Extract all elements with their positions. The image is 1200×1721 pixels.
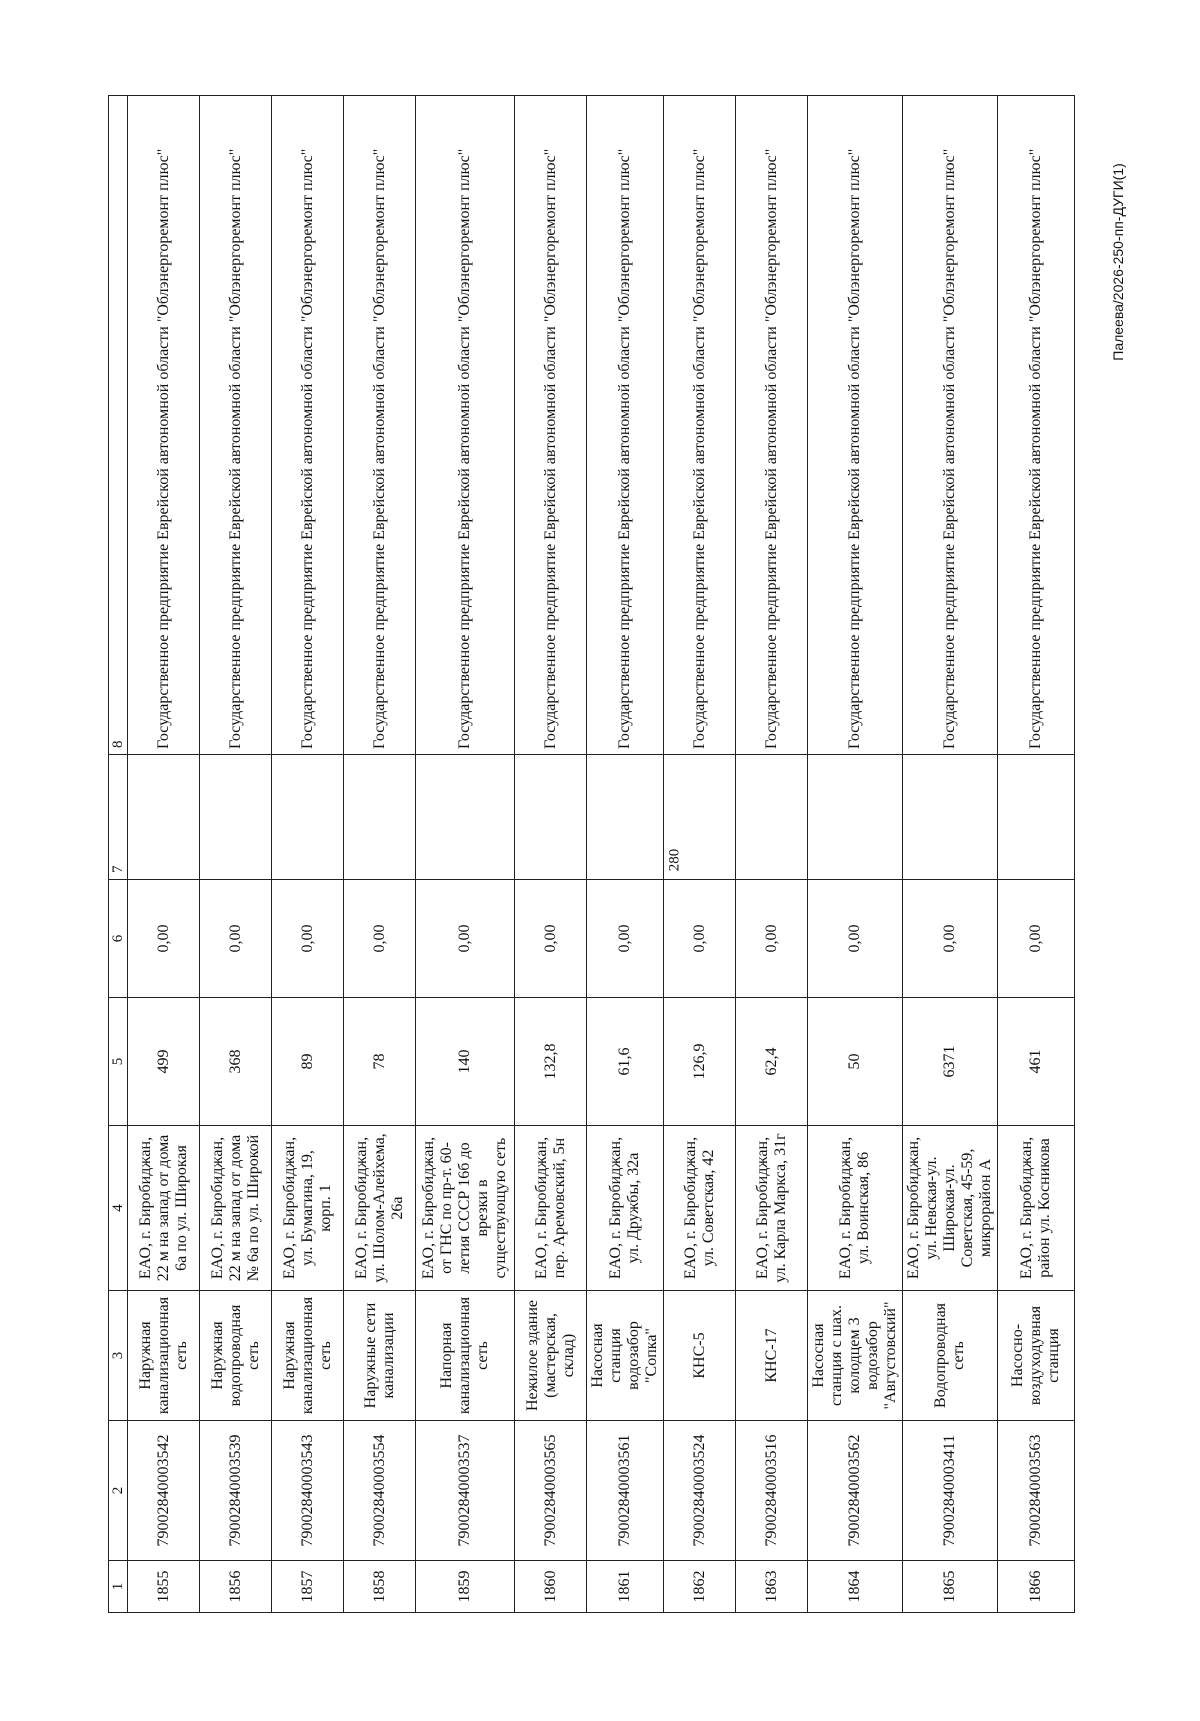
- column-7-value: [515, 755, 587, 880]
- column-7-value: [903, 755, 998, 880]
- object-address: ЕАО, г. Биробиджан, ул. Бумагина, 19, корп. 1: [272, 1126, 344, 1291]
- cadastral-number: 79002840003554: [344, 1421, 416, 1561]
- object-area: 50: [808, 998, 903, 1126]
- object-name: Наружная водопроводная сеть: [200, 1291, 272, 1421]
- object-address: ЕАО, г. Биробиджан, 22 м на запад от дома № 6а по ул. Широкой: [200, 1126, 272, 1291]
- object-value: 0,00: [808, 880, 903, 998]
- column-7-value: [808, 755, 903, 880]
- cadastral-number: 79002840003563: [998, 1421, 1075, 1561]
- rights-holder: Государственное предприятие Еврейской автономной области "Облэнергоремонт плюс": [998, 96, 1075, 755]
- rights-holder: Государственное предприятие Еврейской автономной области "Облэнергоремонт плюс": [808, 96, 903, 755]
- object-value: 0,00: [344, 880, 416, 998]
- rights-holder: Государственное предприятие Еврейской автономной области "Облэнергоремонт плюс": [903, 96, 998, 755]
- column-number: 1: [109, 1561, 128, 1613]
- object-address: ЕАО, г. Биробиджан, ул. Карла Маркса, 31г: [736, 1126, 808, 1291]
- column-number: 3: [109, 1291, 128, 1421]
- rights-holder: Государственное предприятие Еврейской автономной области "Облэнергоремонт плюс": [128, 96, 200, 755]
- object-address: ЕАО, г. Биробиджан, пер. Аремовский, 5н: [515, 1126, 587, 1291]
- column-7-value: [736, 755, 808, 880]
- cadastral-number: 79002840003516: [736, 1421, 808, 1561]
- cadastral-number: 79002840003537: [416, 1421, 515, 1561]
- column-7-value: [416, 755, 515, 880]
- object-value: 0,00: [587, 880, 664, 998]
- object-name: КНС-5: [664, 1291, 736, 1421]
- column-7-value: [344, 755, 416, 880]
- object-area: 368: [200, 998, 272, 1126]
- cadastral-number: 79002840003542: [128, 1421, 200, 1561]
- registry-table: [108, 95, 1075, 1613]
- column-number: 7: [109, 755, 128, 880]
- object-value: 0,00: [128, 880, 200, 998]
- column-number-row: [109, 96, 128, 1613]
- object-name: Насосная станция с шах. колодцем 3 водозабор "Августовский": [808, 1291, 903, 1421]
- object-area: 132,8: [515, 998, 587, 1126]
- object-address: ЕАО, г. Биробиджан, ул. Шолом-Алейхема, 26а: [344, 1126, 416, 1291]
- object-name: Наружные сети канализации: [344, 1291, 416, 1421]
- rights-holder: Государственное предприятие Еврейской автономной области "Облэнергоремонт плюс": [736, 96, 808, 755]
- row-number: 1856: [200, 1561, 272, 1613]
- table-body: [128, 96, 1075, 1613]
- rights-holder: Государственное предприятие Еврейской автономной области "Облэнергоремонт плюс": [344, 96, 416, 755]
- table-row: [808, 96, 903, 1613]
- cadastral-number: 79002840003411: [903, 1421, 998, 1561]
- column-7-value: [998, 755, 1075, 880]
- row-number: 1858: [344, 1561, 416, 1613]
- object-address: ЕАО, г. Биробиджан, ул. Советская, 42: [664, 1126, 736, 1291]
- column-number: 6: [109, 880, 128, 998]
- cadastral-number: 79002840003539: [200, 1421, 272, 1561]
- rights-holder: Государственное предприятие Еврейской автономной области "Облэнергоремонт плюс": [587, 96, 664, 755]
- object-address: ЕАО, г. Биробиджан, 22 м на запад от дома 6а по ул. Широкая: [128, 1126, 200, 1291]
- object-area: 6371: [903, 998, 998, 1126]
- object-value: 0,00: [416, 880, 515, 998]
- column-7-value: [200, 755, 272, 880]
- object-value: 0,00: [736, 880, 808, 998]
- row-number: 1861: [587, 1561, 664, 1613]
- object-area: 61,6: [587, 998, 664, 1126]
- table-row: [128, 96, 200, 1613]
- table-row: [587, 96, 664, 1613]
- row-number: 1863: [736, 1561, 808, 1613]
- page-number: 280: [666, 848, 683, 872]
- table-row: [272, 96, 344, 1613]
- object-area: 89: [272, 998, 344, 1126]
- cadastral-number: 79002840003524: [664, 1421, 736, 1561]
- row-number: 1864: [808, 1561, 903, 1613]
- table-row: [903, 96, 998, 1613]
- table-row: [416, 96, 515, 1613]
- object-value: 0,00: [272, 880, 344, 998]
- object-value: 0,00: [515, 880, 587, 998]
- object-address: ЕАО, г. Биробиджан, от ГНС по пр-т. 60-летия СССР 16б до врезки в существующую сеть: [416, 1126, 515, 1291]
- cadastral-number: 79002840003543: [272, 1421, 344, 1561]
- object-name: Водопроводная сеть: [903, 1291, 998, 1421]
- object-name: Напорная канализационная сеть: [416, 1291, 515, 1421]
- row-number: 1866: [998, 1561, 1075, 1613]
- object-area: 499: [128, 998, 200, 1126]
- row-number: 1857: [272, 1561, 344, 1613]
- column-number: 4: [109, 1126, 128, 1291]
- object-area: 78: [344, 998, 416, 1126]
- object-name: Насосно-воздуходувная станция: [998, 1291, 1075, 1421]
- table-row: [344, 96, 416, 1613]
- cadastral-number: 79002840003565: [515, 1421, 587, 1561]
- column-number: 2: [109, 1421, 128, 1561]
- row-number: 1855: [128, 1561, 200, 1613]
- object-name: Наружная канализационная сеть: [128, 1291, 200, 1421]
- column-7-value: [587, 755, 664, 880]
- object-area: 62,4: [736, 998, 808, 1126]
- rights-holder: Государственное предприятие Еврейской автономной области "Облэнергоремонт плюс": [272, 96, 344, 755]
- row-number: 1860: [515, 1561, 587, 1613]
- object-area: 140: [416, 998, 515, 1126]
- table-row: [664, 96, 736, 1613]
- column-number: 5: [109, 998, 128, 1126]
- object-address: ЕАО, г. Биробиджан, ул. Дружбы, 32а: [587, 1126, 664, 1291]
- object-name: КНС-17: [736, 1291, 808, 1421]
- row-number: 1859: [416, 1561, 515, 1613]
- table-row: [515, 96, 587, 1613]
- cadastral-number: 79002840003562: [808, 1421, 903, 1561]
- object-value: 0,00: [200, 880, 272, 998]
- rights-holder: Государственное предприятие Еврейской автономной области "Облэнергоремонт плюс": [416, 96, 515, 755]
- column-7-value: [128, 755, 200, 880]
- object-name: Насосная станция водозабор "Сопка": [587, 1291, 664, 1421]
- column-number: 8: [109, 96, 128, 755]
- rights-holder: Государственное предприятие Еврейской автономной области "Облэнергоремонт плюс": [664, 96, 736, 755]
- object-name: Наружная канализационная сеть: [272, 1291, 344, 1421]
- object-area: 126,9: [664, 998, 736, 1126]
- object-address: ЕАО, г. Биробиджан, район ул. Косникова: [998, 1126, 1075, 1291]
- row-number: 1862: [664, 1561, 736, 1613]
- object-value: 0,00: [998, 880, 1075, 998]
- object-value: 0,00: [903, 880, 998, 998]
- object-area: 461: [998, 998, 1075, 1126]
- cadastral-number: 79002840003561: [587, 1421, 664, 1561]
- footer-reference: Палеева/2026-250-пп-ДУГИ(1): [1110, 163, 1126, 361]
- column-7-value: [664, 755, 736, 880]
- table-row: [736, 96, 808, 1613]
- object-value: 0,00: [664, 880, 736, 998]
- table-row: [200, 96, 272, 1613]
- row-number: 1865: [903, 1561, 998, 1613]
- object-address: ЕАО, г. Биробиджан, ул. Воинская, 86: [808, 1126, 903, 1291]
- registry-table-container: [108, 96, 1062, 1613]
- rights-holder: Государственное предприятие Еврейской автономной области "Облэнергоремонт плюс": [515, 96, 587, 755]
- object-address: ЕАО, г. Биробиджан, ул. Невская-ул. Широкая-ул. Советская, 45-59, микрорайон А: [903, 1126, 998, 1291]
- object-name: Нежилое здание (мастерская, склад): [515, 1291, 587, 1421]
- column-7-value: [272, 755, 344, 880]
- table-row: [998, 96, 1075, 1613]
- rights-holder: Государственное предприятие Еврейской автономной области "Облэнергоремонт плюс": [200, 96, 272, 755]
